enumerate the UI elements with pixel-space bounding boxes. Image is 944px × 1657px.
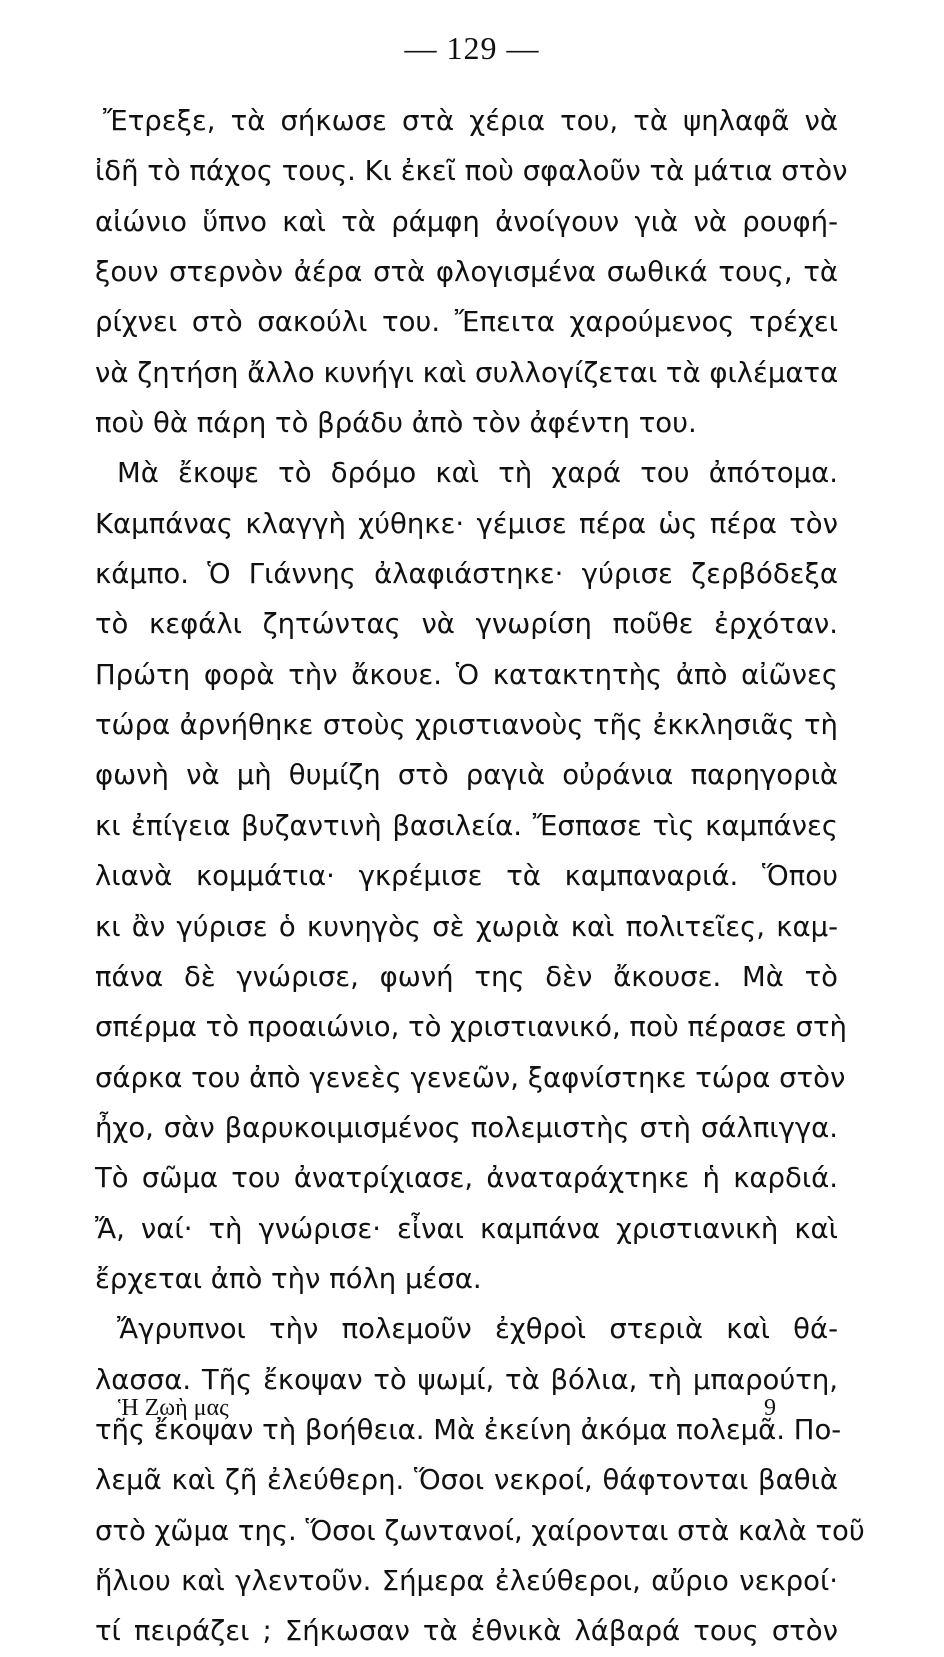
text-line: λιανὰ κομμάτια· γκρέμισε τὰ καμπαναριά. Ὅπου [95, 860, 838, 893]
text-line: Καμπάνας κλαγγὴ χύθηκε· γέμισε πέρα ὡς πέρα τὸν [95, 507, 838, 540]
text-line: αἰώνιο ὕπνο καὶ τὰ ράμφη ἀνοίγουν γιὰ νὰ ρουφή- [95, 205, 838, 238]
text-line: στὸ χῶμα της. Ὅσοι ζωντανοί, χαίρονται στὰ καλὰ τοῦ [95, 1514, 865, 1547]
body-text [95, 96, 865, 1657]
text-line: Ἄγρυπνοι τὴν πολεμοῦν ἐχθροὶ στεριὰ καὶ θά- [117, 1313, 838, 1346]
text-line: κάμπο. Ὁ Γιάννης ἀλαφιάστηκε· γύρισε ζερβόδεξα [95, 558, 838, 591]
text-line: κι ἂν γύρισε ὁ κυνηγὸς σὲ χωριὰ καὶ πολιτεῖες, καμ- [95, 910, 838, 943]
text-line: τῆς ἔκοψαν τὴ βοήθεια. Μὰ ἐκείνη ἀκόμα πολεμᾶ. Πο- [95, 1413, 842, 1446]
text-line: σάρκα του ἀπὸ γενεὲς γενεῶν, ξαφνίστηκε τώρα στὸν [95, 1061, 846, 1094]
text-line: Μὰ ἔκοψε τὸ δρόμο καὶ τὴ χαρά του ἀπότομα. [117, 457, 838, 490]
text-line: λασσα. Τῆς ἔκοψαν τὸ ψωμί, τὰ βόλια, τὴ μπαρούτη, [95, 1363, 838, 1396]
text-line: τί πειράζει ; Σήκωσαν τὰ ἐθνικὰ λάβαρά τους στὸν [95, 1615, 838, 1648]
text-line: Ἄ, ναί· τὴ γνώρισε· εἶναι καμπάνα χριστιανικὴ καὶ [95, 1212, 838, 1245]
page-number: — 129 — [404, 30, 540, 66]
text-line: ἔρχεται ἀπὸ τὴν πόλη μέσα. [95, 1262, 482, 1295]
text-line: σπέρμα τὸ προαιώνιο, τὸ χριστιανικό, ποὺ πέρασε στὴ [95, 1011, 847, 1044]
text-line: λεμᾶ καὶ ζῆ ἐλεύθερη. Ὅσοι νεκροί, θάφτονται βαθιὰ [95, 1464, 838, 1497]
text-line: ξουν στερνὸν ἀέρα στὰ φλογισμένα σωθικά τους, τὰ [95, 256, 838, 289]
text-line: Ἔτρεξε, τὰ σήκωσε στὰ χέρια του, τὰ ψηλαφᾶ νὰ [103, 105, 838, 137]
text-line: τώρα ἀρνήθηκε στοὺς χριστιανοὺς τῆς ἐκκλησιᾶς τὴ [95, 709, 838, 742]
text-line: τὸ κεφάλι ζητώντας νὰ γνωρίση ποῦθε ἐρχόταν. [95, 608, 838, 641]
signature-mark: Ἡ Ζωὴ μας [118, 1395, 229, 1421]
text-line: ἥλιου καὶ γλεντοῦν. Σήμερα ἐλεύθεροι, αὔριο νεκροί· [95, 1564, 838, 1597]
text-line: Πρώτη φορὰ τὴν ἄκουε. Ὁ κατακτητὴς ἀπὸ αἰῶνες [95, 658, 838, 691]
text-line: ἦχο, σὰν βαρυκοιμισμένος πολεμιστὴς στὴ σάλπιγγα. [95, 1111, 838, 1144]
text-line: κι ἐπίγεια βυζαντινὴ βασιλεία. Ἔσπασε τὶς καμπάνες [95, 809, 838, 842]
text-line: ρίχνει στὸ σακούλι του. Ἔπειτα χαρούμενος τρέχει [95, 306, 838, 339]
sheet-number: 9 [764, 1395, 776, 1421]
text-line: ποὺ θὰ πάρη τὸ βράδυ ἀπὸ τὸν ἀφέντη του. [95, 407, 697, 440]
text-line: νὰ ζητήση ἄλλο κυνήγι καὶ συλλογίζεται τὰ φιλέματα [95, 356, 839, 389]
text-line: Τὸ σῶμα του ἀνατρίχιασε, ἀναταράχτηκε ἡ καρδιά. [95, 1162, 838, 1195]
text-line: πάνα δὲ γνώρισε, φωνή της δὲν ἄκουσε. Μὰ τὸ [95, 960, 838, 993]
text-line: ἰδῆ τὸ πάχος τους. Κι ἐκεῖ ποὺ σφαλοῦν τὰ μάτια στὸν [95, 155, 848, 188]
text-line: φωνὴ νὰ μὴ θυμίζη στὸ ραγιὰ οὐράνια παρηγοριὰ [95, 759, 838, 792]
